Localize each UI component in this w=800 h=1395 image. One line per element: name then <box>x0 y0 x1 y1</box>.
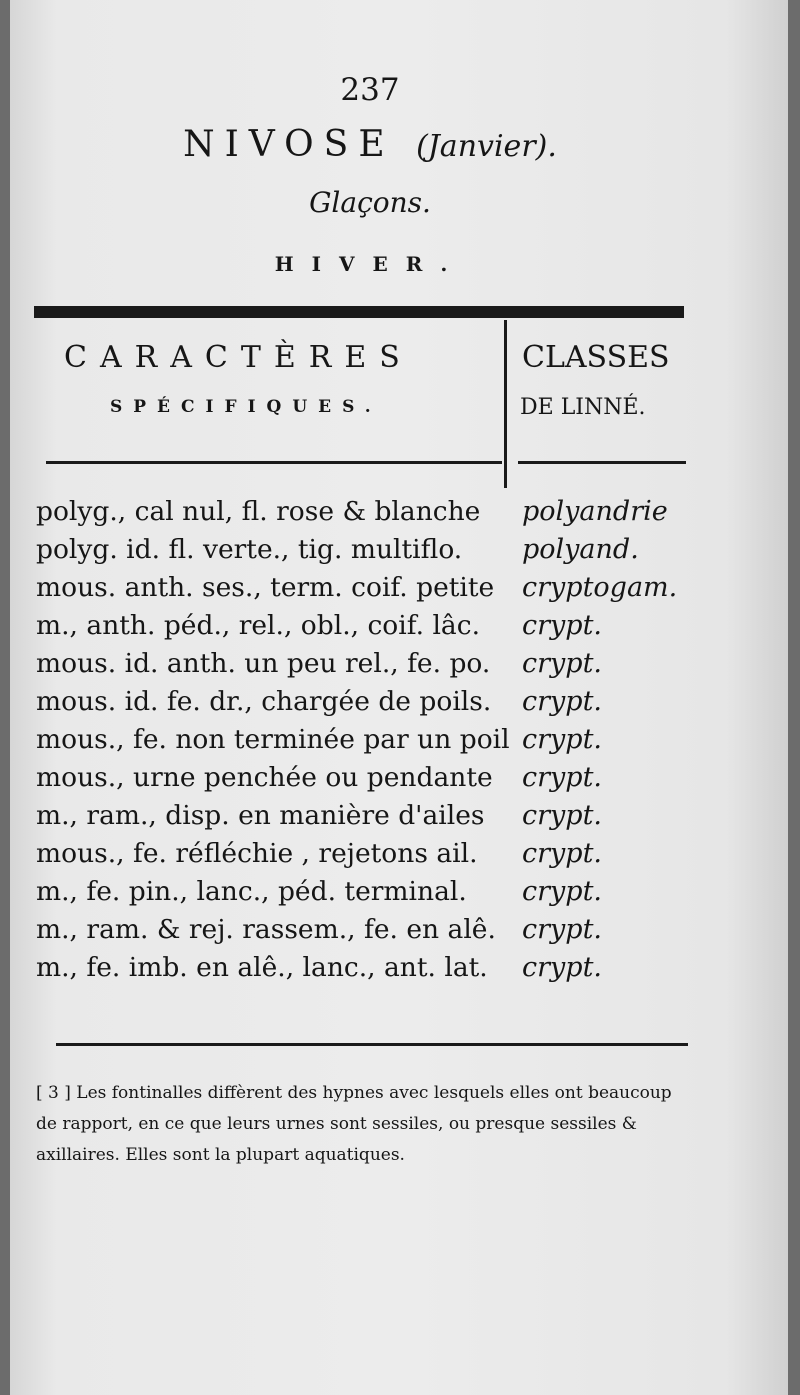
page-title <box>10 124 730 165</box>
book-page <box>10 0 788 1395</box>
table-row-classe: crypt. <box>522 838 602 869</box>
table-row-characters: mous., fe. réfléchie , rejetons ail. <box>36 838 478 869</box>
table-row-classe: crypt. <box>522 762 602 793</box>
table-row-characters: mous. id. fe. dr., chargée de poils. <box>36 686 492 717</box>
table-row-characters: m., ram. & rej. rassem., fe. en alê. <box>36 914 496 945</box>
table-row-classe: polyand. <box>522 534 639 565</box>
title-month-gregorian: (Janvier). <box>416 129 557 164</box>
title-month-name: NIVOSE <box>183 124 395 165</box>
season-heading: HIVER. <box>274 252 466 276</box>
column-header-classes-sub: DE LINNÉ. <box>520 395 646 420</box>
column-divider <box>504 320 507 488</box>
table-row-characters: m., fe. pin., lanc., péd. terminal. <box>36 876 467 907</box>
table-row-classe: crypt. <box>522 610 602 641</box>
table-row-classe: cryptogam. <box>522 572 678 603</box>
table-row-characters: polyg. id. fl. verte., tig. multiflo. <box>36 534 463 565</box>
table-row-characters: mous., fe. non terminée par un poil <box>36 724 510 755</box>
page-number: 237 <box>340 72 400 108</box>
table-row-characters: m., ram., disp. en manière d'ailes <box>36 800 485 831</box>
table-row-classe: polyandrie <box>522 496 668 527</box>
table-row-characters: polyg., cal nul, fl. rose & blanche <box>36 496 481 527</box>
table-row-characters: mous. anth. ses., term. coif. petite <box>36 572 495 603</box>
footnote: [ 3 ] Les fontinalles diffèrent des hypnes avec lesquels elles ont beaucoup de rapport, en ce que leurs urnes sont sessiles, ou presque sessiles & axillaires. Elles sont la plupart aquatiques. <box>36 1083 672 1165</box>
table-row-classe: crypt. <box>522 876 602 907</box>
table-row-classe: crypt. <box>522 686 602 717</box>
footer-rule <box>56 1043 688 1046</box>
table-row-classe: crypt. <box>522 724 602 755</box>
table-row-classe: crypt. <box>522 800 602 831</box>
column-header-characters-sub: SPÉCIFIQUES. <box>110 397 382 417</box>
column-header-classes: CLASSES <box>522 340 670 375</box>
table-row-characters: m., anth. péd., rel., obl., coif. lâc. <box>36 610 480 641</box>
table-row-classe: crypt. <box>522 648 602 679</box>
header-rule-right <box>518 461 686 464</box>
page-subtitle: Glaçons. <box>309 186 431 219</box>
header-rule-left <box>46 461 502 464</box>
top-rule <box>34 306 684 318</box>
table-row-characters: mous., urne penchée ou pendante <box>36 762 493 793</box>
table-row-classe: crypt. <box>522 952 602 983</box>
table-row-characters: mous. id. anth. un peu rel., fe. po. <box>36 648 491 679</box>
table-row-characters: m., fe. imb. en alê., lanc., ant. lat. <box>36 952 488 983</box>
column-header-characters: CARACTÈRES <box>64 340 413 375</box>
table-row-classe: crypt. <box>522 914 602 945</box>
